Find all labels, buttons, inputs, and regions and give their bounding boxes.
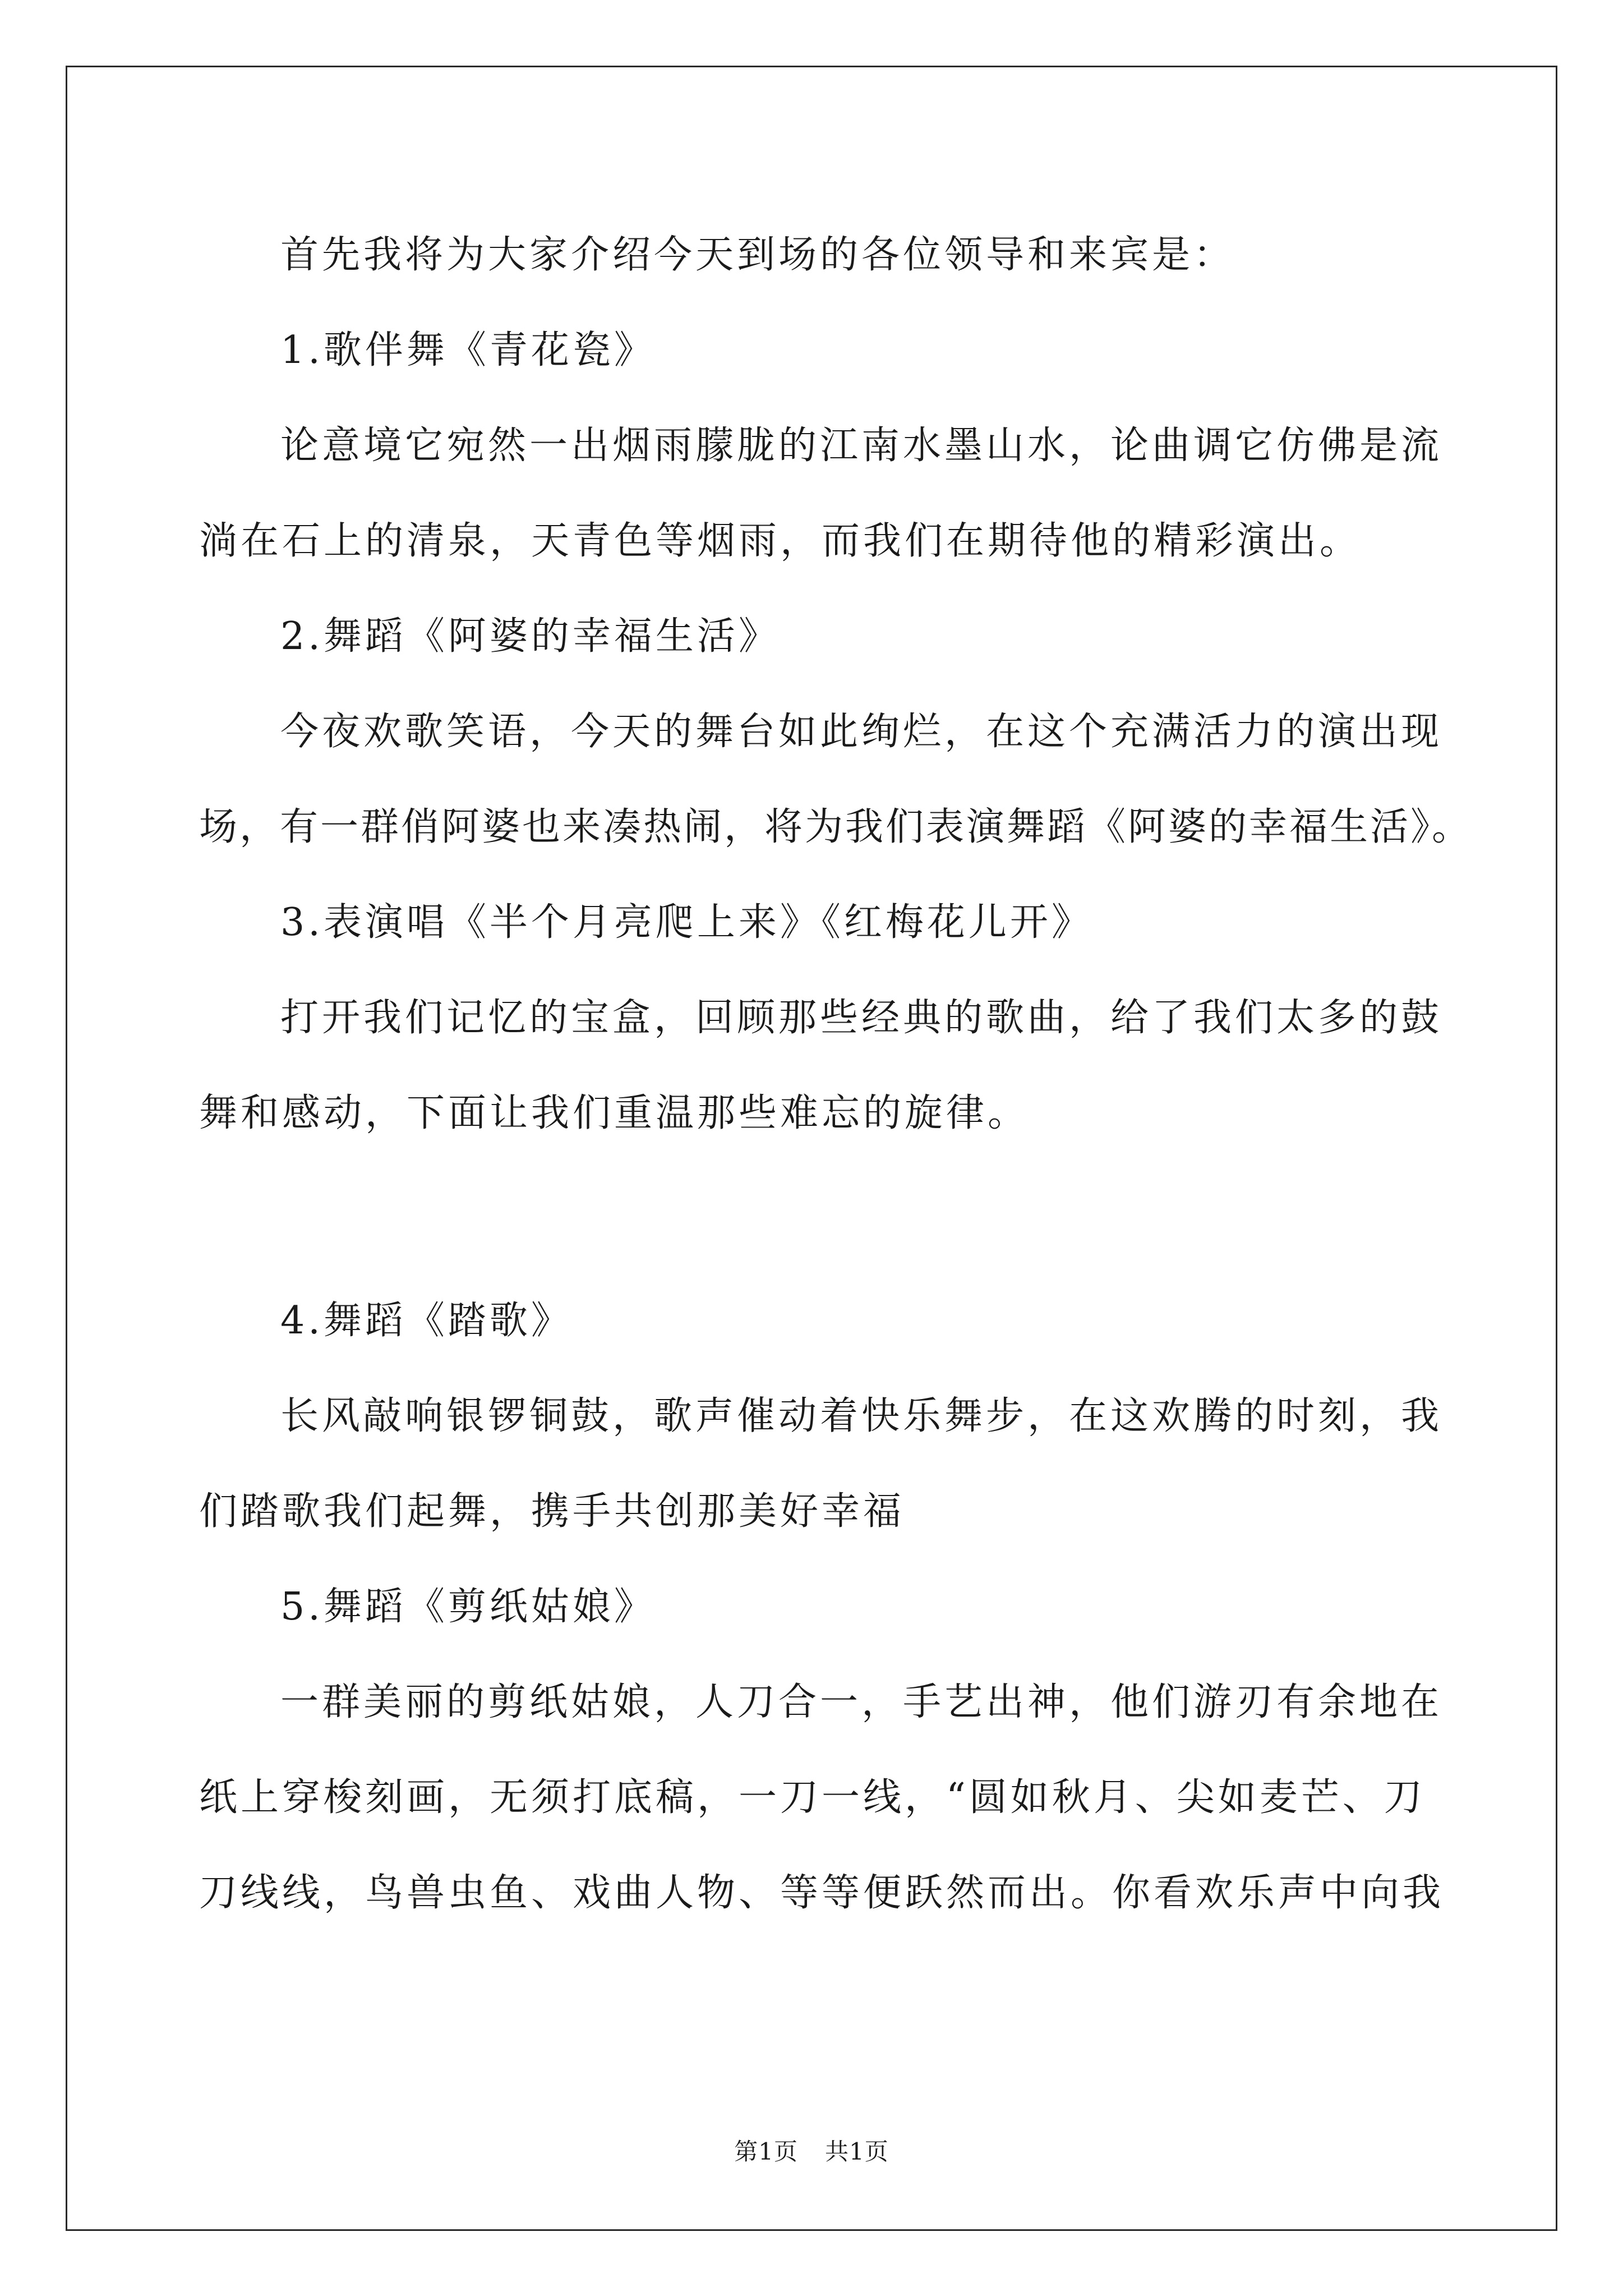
text-line: 们踏歌我们起舞，携手共创那美好幸福 xyxy=(199,1489,905,1534)
text-line: 淌在石上的清泉，天青色等烟雨，而我们在期待他的精彩演出。 xyxy=(199,519,1362,563)
program-item-heading: 2.舞蹈《阿婆的幸福生活》 xyxy=(280,614,780,659)
program-item-heading: 4.舞蹈《踏歌》 xyxy=(280,1299,573,1343)
page-total: 共1页 xyxy=(825,2138,889,2165)
program-item-heading: 5.舞蹈《剪纸姑娘》 xyxy=(280,1585,656,1629)
page-footer xyxy=(0,2136,1623,2168)
text-line: 舞和感动，下面让我们重温那些难忘的旋律。 xyxy=(199,1091,1030,1135)
text-line: 今夜欢歌笑语，今天的舞台如此绚烂，在这个充满活力的演出现 xyxy=(280,710,1443,754)
text-line: 纸上穿梭刻画，无须打底稿，一刀一线，“圆如秋月、尖如麦芒、刀 xyxy=(199,1775,1426,1820)
text-line: 刀线线，鸟兽虫鱼、戏曲人物、等等便跃然而出。你看欢乐声中向我 xyxy=(199,1871,1445,1915)
program-item-heading: 1.歌伴舞《青花瓷》 xyxy=(280,328,656,372)
text-line: 论意境它宛然一出烟雨朦胧的江南水墨山水，论曲调它仿佛是流 xyxy=(280,424,1443,468)
text-line: 一群美丽的剪纸姑娘，人刀合一，手艺出神，他们游刃有余地在 xyxy=(280,1680,1443,1724)
text-line: 打开我们记忆的宝盒，回顾那些经典的歌曲，给了我们太多的鼓 xyxy=(280,996,1443,1040)
text-line: 首先我将为大家介绍今天到场的各位领导和来宾是： xyxy=(280,233,1235,277)
text-line: 长风敲响银锣铜鼓，歌声催动着快乐舞步，在这欢腾的时刻，我 xyxy=(280,1394,1443,1438)
program-item-heading: 3.表演唱《半个月亮爬上来》《红梅花儿开》 xyxy=(280,900,1093,945)
page-number: 第1页 xyxy=(734,2138,798,2165)
text-line: 场，有一群俏阿婆也来凑热闹，将为我们表演舞蹈《阿婆的幸福生活》。 xyxy=(199,805,1473,849)
